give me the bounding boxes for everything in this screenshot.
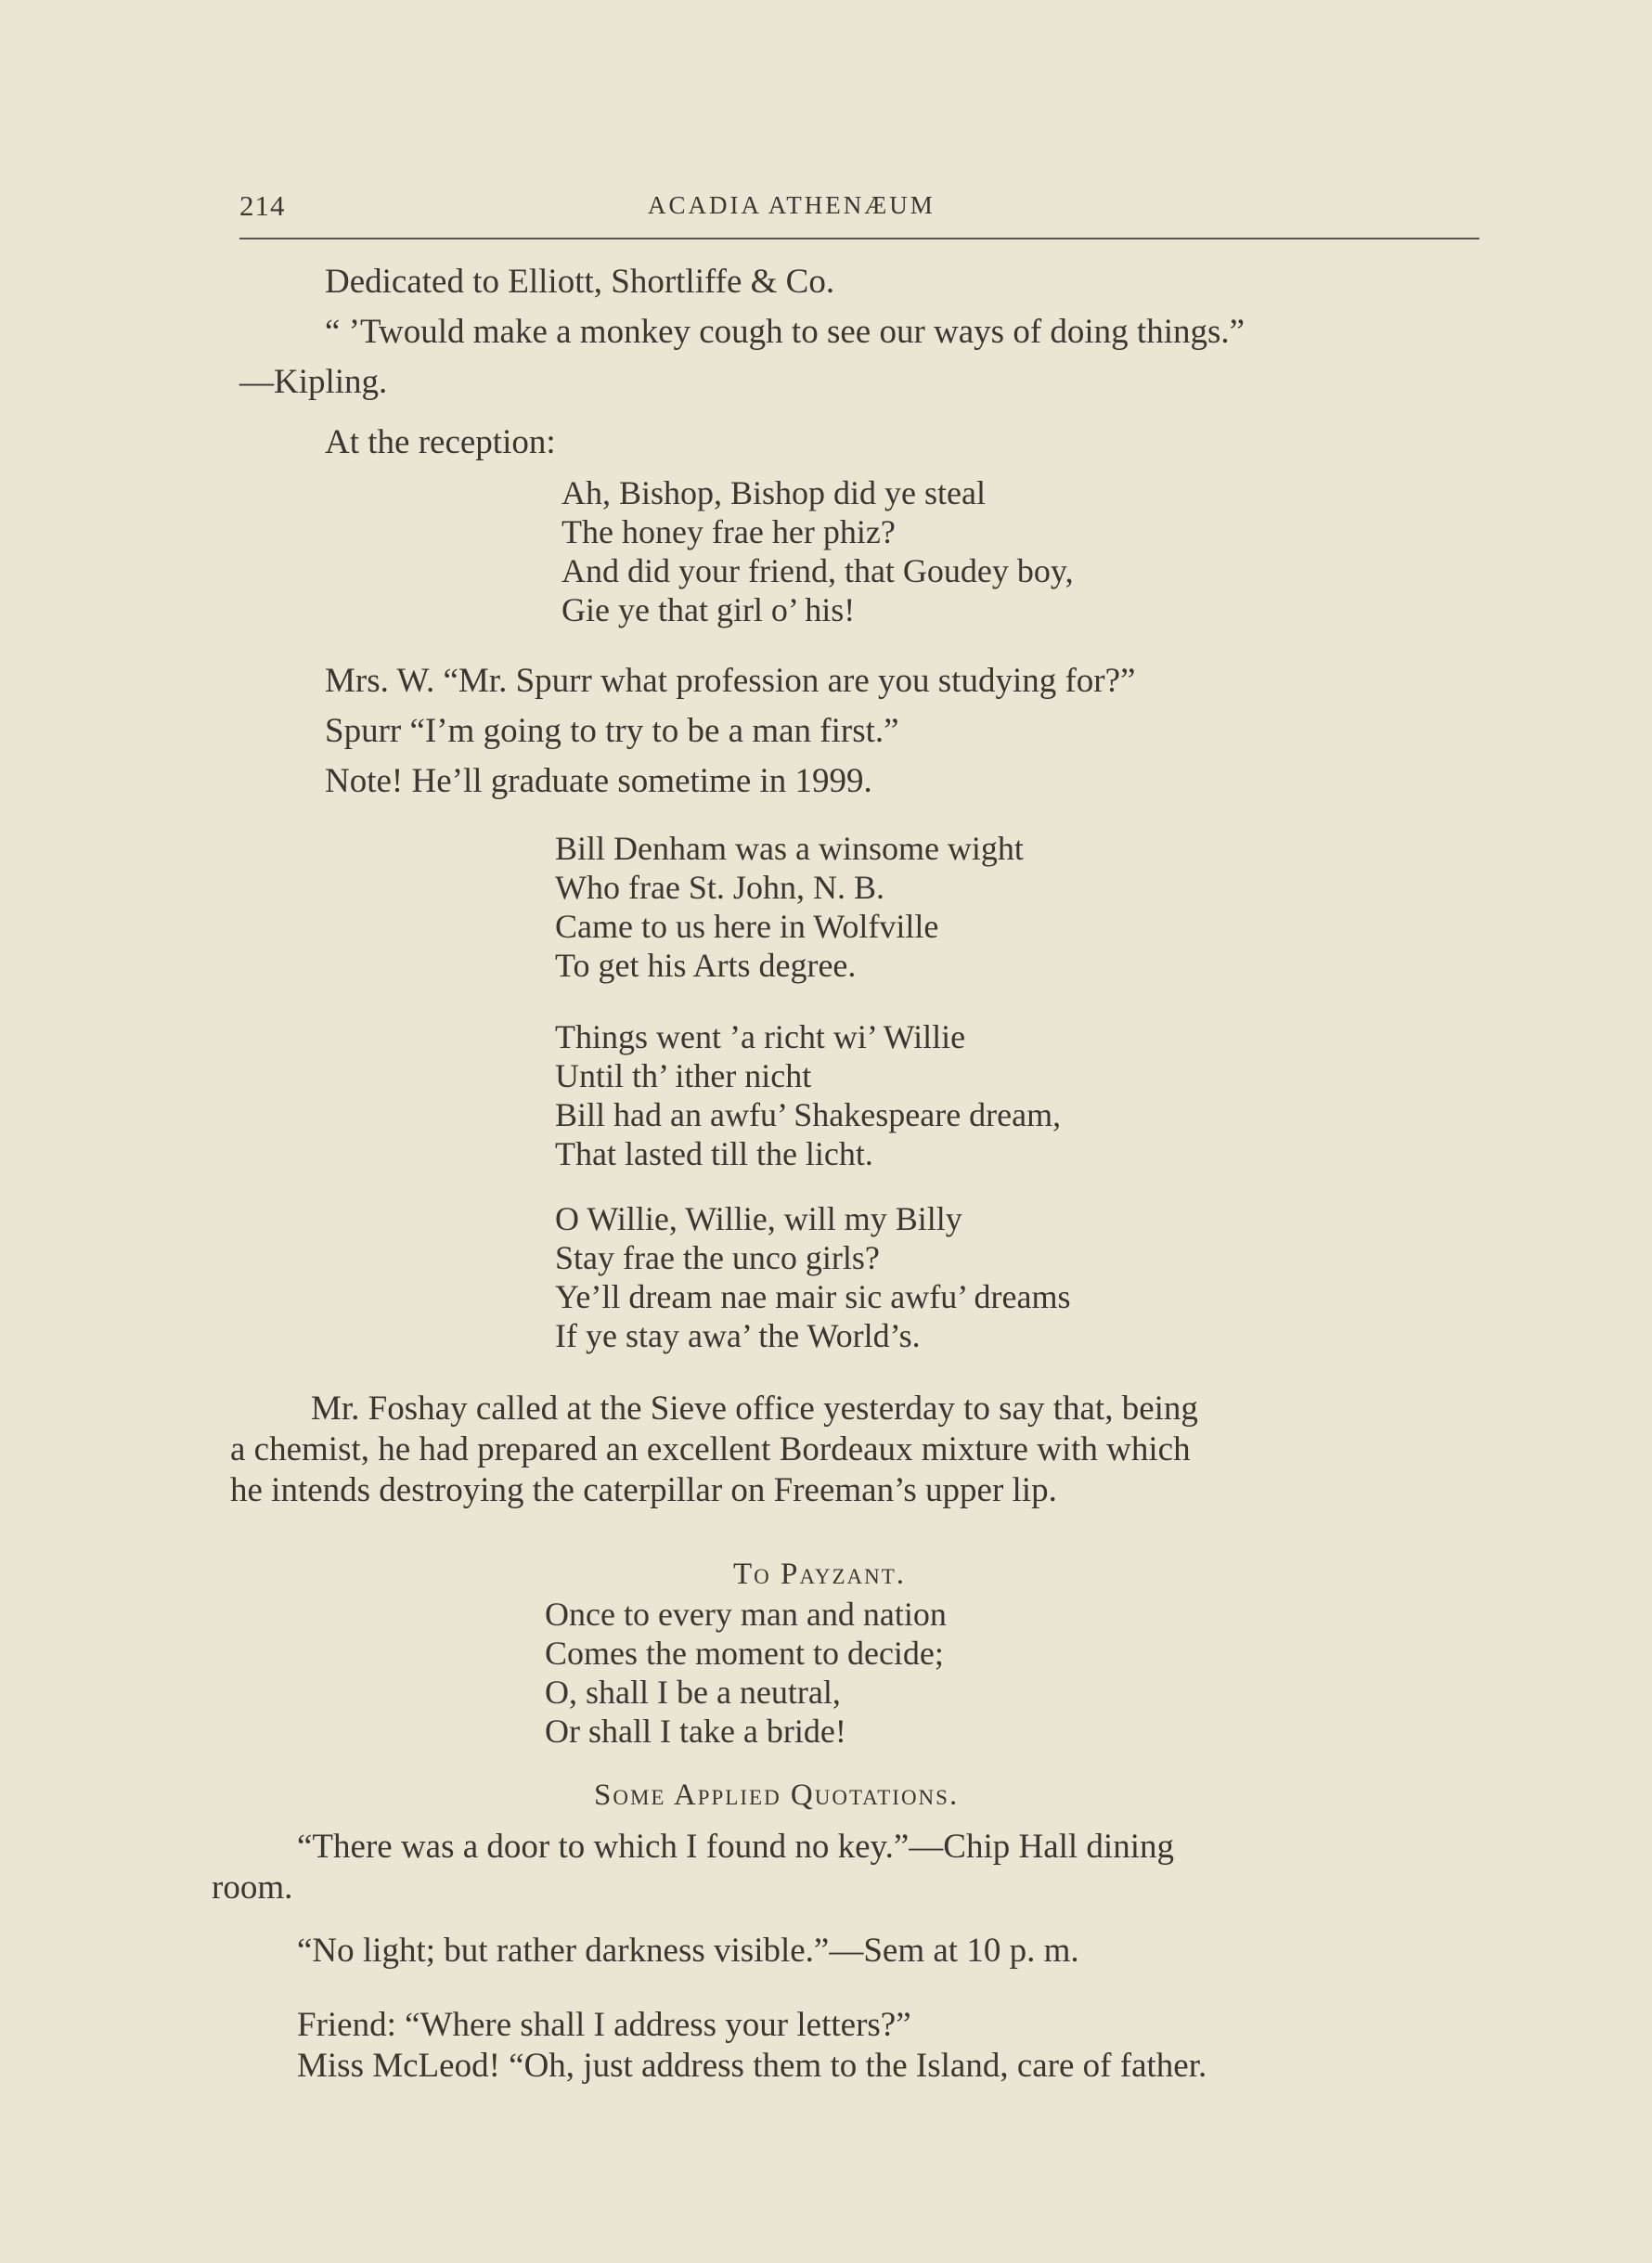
friend-dialogue-line: Miss McLeod! “Oh, just address them to the Island, care of father. (297, 2047, 1207, 2085)
poem-line: Stay frae the unco girls? (555, 1239, 880, 1276)
quotation-line: “No light; but rather darkness visible.”—Sem at 10 p. m. (297, 1932, 1079, 1970)
page-header (239, 189, 1479, 236)
poem-line: Came to us here in Wolfville (555, 908, 939, 945)
payzant-title: To Payzant. (733, 1558, 907, 1591)
reception-verse-line: The honey frae her phiz? (561, 513, 896, 550)
quotation-line: room. (212, 1869, 293, 1907)
running-title: ACADIA ATHENÆUM (648, 191, 936, 219)
quotations-title: Some Applied Quotations. (594, 1778, 960, 1812)
poem-line: O Willie, Willie, will my Billy (555, 1200, 962, 1237)
dedication-attribution: —Kipling. (239, 363, 388, 401)
poem-line: Until th’ ither nicht (555, 1057, 812, 1094)
poem-line: That lasted till the licht. (555, 1135, 873, 1172)
poem-line: If ye stay awa’ the World’s. (555, 1317, 921, 1354)
reception-verse-line: Ah, Bishop, Bishop did ye steal (561, 474, 986, 511)
friend-dialogue-line: Friend: “Where shall I address your letters?” (297, 2006, 911, 2044)
dialogue-line: Note! He’ll graduate sometime in 1999. (325, 762, 872, 800)
foshay-line: a chemist, he had prepared an excellent Bordeaux mixture with which (230, 1430, 1191, 1468)
payzant-verse-line: Or shall I take a bride! (545, 1713, 846, 1750)
reception-verse-line: Gie ye that girl o’ his! (561, 591, 856, 628)
reception-intro: At the reception: (325, 423, 556, 461)
payzant-verse-line: O, shall I be a neutral, (545, 1674, 841, 1711)
payzant-verse-line: Once to every man and nation (545, 1596, 947, 1633)
dialogue-line: Spurr “I’m going to try to be a man first.” (325, 712, 899, 750)
poem-line: Bill had an awfu’ Shakespeare dream, (555, 1096, 1062, 1133)
reception-verse-line: And did your friend, that Goudey boy, (561, 552, 1074, 589)
quotation-line: “There was a door to which I found no key.”—Chip Hall dining (297, 1828, 1174, 1866)
foshay-line: Mr. Foshay called at the Sieve office yesterday to say that, being (311, 1390, 1198, 1428)
dedication-line: Dedicated to Elliott, Shortliffe & Co. (325, 263, 835, 301)
dialogue-line: Mrs. W. “Mr. Spurr what profession are you studying for?” (325, 662, 1136, 700)
poem-line: Things went ’a richt wi’ Willie (555, 1018, 966, 1055)
foshay-line: he intends destroying the caterpillar on Freeman’s upper lip. (230, 1471, 1057, 1509)
poem-line: To get his Arts degree. (555, 947, 857, 984)
payzant-verse-line: Comes the moment to decide; (545, 1635, 944, 1672)
poem-line: Ye’ll dream nae mair sic awfu’ dreams (555, 1278, 1071, 1315)
page-number: 214 (239, 189, 286, 222)
poem-line: Bill Denham was a winsome wight (555, 830, 1024, 867)
dedication-quote: “ ’Twould make a monkey cough to see our ways of doing things.” (325, 313, 1245, 351)
poem-line: Who frae St. John, N. B. (555, 869, 884, 906)
header-rule (239, 238, 1479, 239)
